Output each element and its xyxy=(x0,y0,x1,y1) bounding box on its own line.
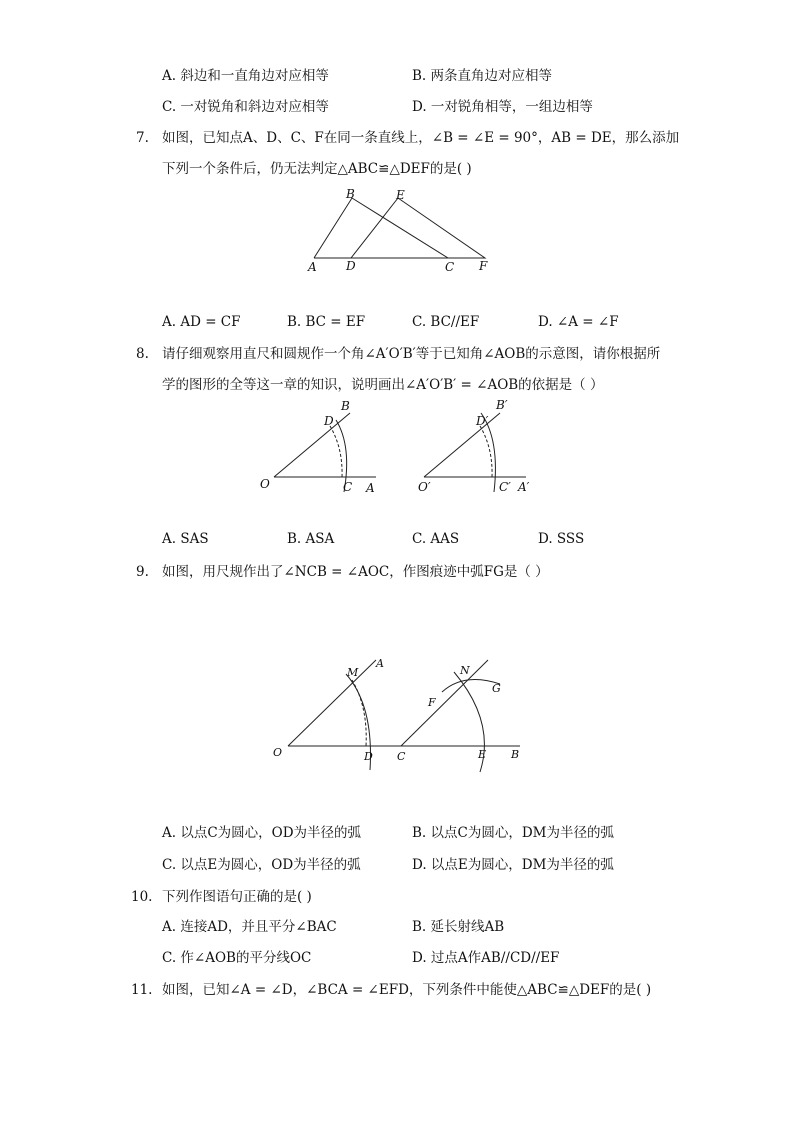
q10-stem-line1: 下列作图语句正确的是( ) xyxy=(162,889,312,905)
q8-stem-line2: 学的图形的全等这一章的知识，说明画出∠A′O′B′ = ∠AOB的依据是（ ） xyxy=(162,377,604,393)
q8-option-a: A. SAS xyxy=(162,531,209,547)
q7-option-c: C. BC//EF xyxy=(412,314,480,330)
q7-number: 7. xyxy=(136,130,149,146)
q9-label-m: M xyxy=(347,666,359,679)
q10-option-c: C. 作∠AOB的平分线OC xyxy=(162,950,312,966)
q10-option-b: B. 延长射线AB xyxy=(412,919,505,935)
q8-label-a-prime: A′ xyxy=(518,480,530,494)
q7-label-a: A xyxy=(308,260,317,274)
q9-label-o: O xyxy=(273,746,283,759)
q7-option-b: B. BC = EF xyxy=(287,314,366,330)
q9-construction-figure xyxy=(268,652,528,774)
q9-label-b: B xyxy=(511,748,520,761)
q9-label-f: F xyxy=(428,696,436,709)
q8-angle-figure xyxy=(256,396,546,501)
q7-stem-line2: 下列一个条件后，仍无法判定△ABC≌△DEF的是( ) xyxy=(162,161,472,177)
q6-option-b: B. 两条直角边对应相等 xyxy=(412,68,553,84)
q9-label-g: G xyxy=(492,682,501,695)
q6-option-a: A. 斜边和一直角边对应相等 xyxy=(162,68,329,84)
q8-label-b: B xyxy=(341,399,350,413)
q8-stem-line1: 请仔细观察用直尺和圆规作一个角∠A′O′B′等于已知角∠AOB的示意图，请你根据所 xyxy=(162,346,661,362)
q10-option-a: A. 连接AD，并且平分∠BAC xyxy=(162,919,337,935)
q9-number: 9. xyxy=(136,564,149,580)
q8-label-d-prime: D′ xyxy=(476,414,489,428)
q7-label-f: F xyxy=(479,259,488,273)
q9-label-c: C xyxy=(397,750,406,763)
q9-stem-line1: 如图，用尺规作出了∠NCB = ∠AOC，作图痕迹中弧FG是（ ） xyxy=(162,564,549,580)
q7-option-a: A. AD = CF xyxy=(162,314,241,330)
q10-number: 10. xyxy=(131,889,153,905)
q8-label-o: O xyxy=(260,477,270,491)
q7-label-d: D xyxy=(346,259,356,273)
q7-triangle-figure xyxy=(300,185,500,277)
q9-label-e: E xyxy=(478,748,487,761)
q9-label-a: A xyxy=(376,657,384,670)
q9-option-a: A. 以点C为圆心，OD为半径的弧 xyxy=(162,825,362,841)
q9-label-d: D xyxy=(364,750,373,763)
q9-option-c: C. 以点E为圆心，OD为半径的弧 xyxy=(162,857,361,873)
q11-number: 11. xyxy=(131,982,153,998)
q8-label-c: C xyxy=(343,480,353,494)
q8-option-d: D. SSS xyxy=(538,531,585,547)
q7-option-d: D. ∠A = ∠F xyxy=(538,314,619,330)
q8-option-b: B. ASA xyxy=(287,531,335,547)
q6-option-c: C. 一对锐角和斜边对应相等 xyxy=(162,99,329,115)
q8-label-a: A xyxy=(366,481,375,495)
q8-label-c-prime: C′ xyxy=(499,480,511,494)
q8-number: 8. xyxy=(136,346,149,362)
q10-option-d: D. 过点A作AB//CD//EF xyxy=(412,950,560,966)
q7-label-c: C xyxy=(445,260,455,274)
q8-label-o-prime: O′ xyxy=(418,480,431,494)
q11-stem-line1: 如图，已知∠A = ∠D，∠BCA = ∠EFD，下列条件中能使△ABC≌△DEF的是( ) xyxy=(162,982,652,998)
q7-label-b: B xyxy=(346,187,355,201)
q9-label-n: N xyxy=(460,664,470,677)
q8-option-c: C. AAS xyxy=(412,531,460,547)
q9-option-b: B. 以点C为圆心，DM为半径的弧 xyxy=(412,825,614,841)
q6-option-d: D. 一对锐角相等，一组边相等 xyxy=(412,99,593,115)
q8-label-b-prime: B′ xyxy=(496,398,508,412)
q7-label-e: E xyxy=(396,188,405,202)
q8-label-d: D xyxy=(324,414,334,428)
q7-stem-line1: 如图，已知点A、D、C、F在同一条直线上，∠B = ∠E = 90°，AB = DE，那么添加 xyxy=(162,130,680,146)
q9-option-d: D. 以点E为圆心，DM为半径的弧 xyxy=(412,857,614,873)
